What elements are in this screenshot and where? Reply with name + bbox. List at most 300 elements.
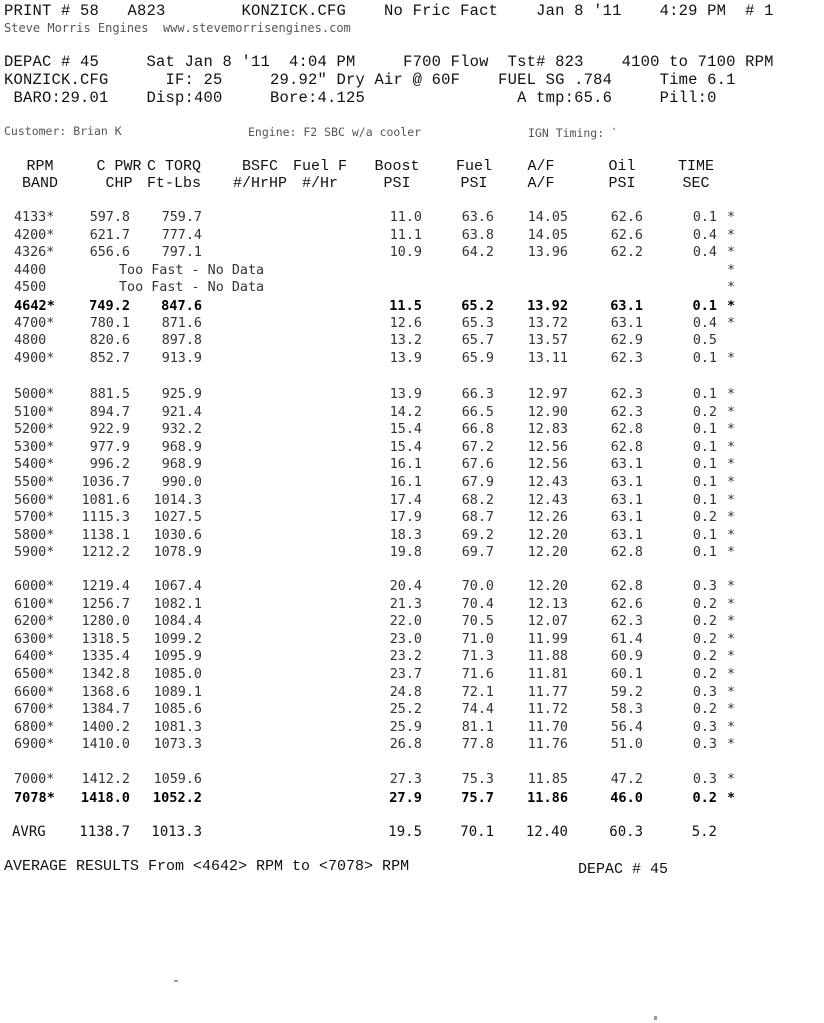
column-header-bsfc: BSFC	[241, 158, 279, 175]
rpm-cell: 4700*	[14, 315, 55, 331]
boost-cell: 27.3	[389, 772, 422, 787]
star-mark: *	[727, 227, 736, 243]
fuel-psi-cell: 64.2	[461, 245, 494, 261]
column-header-oil: Oil	[608, 158, 636, 175]
table-row	[0, 210, 824, 228]
torque-cell: 925.9	[161, 387, 202, 402]
oil-psi-cell: 63.1	[610, 527, 643, 543]
power-cell: 749.2	[89, 298, 130, 314]
rpm-cell: 5200*	[14, 422, 55, 438]
table-row	[0, 422, 824, 440]
table-row	[0, 405, 824, 423]
rpm-cell: 6800*	[14, 719, 55, 735]
time-cell: 0.1	[692, 387, 717, 402]
torque-cell: 968.9	[161, 457, 202, 473]
boost-cell: 19.8	[389, 545, 422, 561]
rpm-cell: 5000*	[14, 387, 55, 402]
depac-line: DEPAC # 45 Sat Jan 8 '11 4:04 PM F700 Flow Tst# 823 4100 to 7100 RPM	[4, 53, 774, 71]
time-cell: 0.3	[692, 719, 717, 735]
rpm-cell: 6700*	[14, 702, 55, 718]
boost-cell: 11.0	[389, 210, 422, 225]
oil-psi-cell: 46.0	[610, 789, 643, 806]
column-header-af: A/F	[527, 175, 555, 192]
time-cell: 0.5	[692, 333, 717, 349]
fuel-psi-cell: 69.7	[461, 545, 494, 561]
power-cell: 1400.2	[81, 719, 130, 735]
boost-cell: 27.9	[389, 789, 422, 806]
af-cell: 14.05	[527, 227, 568, 243]
torque-cell: 797.1	[161, 245, 202, 261]
star-mark: *	[727, 439, 736, 455]
time-cell: 0.1	[692, 527, 717, 543]
fuel-psi-cell: 75.3	[461, 772, 494, 787]
power-cell: 597.8	[89, 210, 130, 225]
no-data-cell: Too Fast - No Data	[119, 280, 265, 296]
column-header-boost: Boost	[374, 158, 420, 175]
table-row	[0, 493, 824, 511]
torque-cell: 1095.9	[153, 649, 202, 665]
power-cell: 977.9	[89, 439, 130, 455]
power-cell: 1219.4	[81, 579, 130, 594]
af-cell: 12.83	[527, 422, 568, 438]
boost-cell: 20.4	[389, 579, 422, 594]
boost-cell: 15.4	[389, 439, 422, 455]
af-cell: 12.56	[527, 439, 568, 455]
af-cell: 12.20	[527, 545, 568, 561]
column-header-cpwr: C PWR	[96, 158, 142, 175]
oil-psi-cell: 58.3	[610, 702, 643, 718]
af-cell: 11.86	[527, 789, 568, 806]
fuel-psi-cell: 68.2	[461, 492, 494, 508]
engine-label: Engine: F2 SBC w/a cooler	[248, 125, 422, 139]
depac-footer: DEPAC # 45	[578, 861, 669, 878]
boost-cell: 23.0	[389, 631, 422, 647]
oil-psi-cell: 62.6	[610, 210, 643, 225]
af-cell: 11.72	[527, 702, 568, 718]
time-cell: 0.1	[692, 298, 717, 314]
boost-cell: 10.9	[389, 245, 422, 261]
boost-cell: 15.4	[389, 422, 422, 438]
boost-cell: 13.9	[389, 387, 422, 402]
star-mark: *	[727, 579, 736, 594]
power-cell: 1318.5	[81, 631, 130, 647]
boost-cell: 18.3	[389, 527, 422, 543]
average-boost: 19.5	[388, 824, 422, 840]
af-cell: 13.96	[527, 245, 568, 261]
boost-cell: 24.8	[389, 684, 422, 700]
time-cell: 0.1	[692, 422, 717, 438]
torque-cell: 1073.3	[153, 737, 202, 753]
table-row	[0, 440, 824, 458]
torque-cell: 1099.2	[153, 631, 202, 647]
oil-psi-cell: 63.1	[610, 510, 643, 526]
fuel-psi-cell: 66.5	[461, 404, 494, 420]
star-mark: *	[727, 789, 736, 806]
scan-speck	[654, 1016, 657, 1020]
star-mark: *	[727, 737, 736, 753]
af-cell: 12.56	[527, 457, 568, 473]
fuel-psi-cell: 65.3	[461, 315, 494, 331]
time-cell: 0.4	[692, 315, 717, 331]
column-header-fuelf: #/Hr	[301, 175, 339, 192]
boost-cell: 25.9	[389, 719, 422, 735]
column-header-af: A/F	[527, 158, 555, 175]
oil-psi-cell: 62.3	[610, 404, 643, 420]
table-row	[0, 685, 824, 703]
boost-cell: 16.1	[389, 475, 422, 490]
rpm-cell: 5900*	[14, 545, 55, 561]
average-af: 12.40	[525, 824, 568, 840]
oil-psi-cell: 62.8	[610, 545, 643, 561]
boost-cell: 25.2	[389, 702, 422, 718]
oil-psi-cell: 62.3	[610, 614, 643, 630]
fuel-psi-cell: 68.7	[461, 510, 494, 526]
rpm-cell: 5800*	[14, 527, 55, 543]
table-row	[0, 790, 824, 808]
time-cell: 0.2	[692, 631, 717, 647]
power-cell: 881.5	[89, 387, 130, 402]
column-header-fuel: Fuel	[455, 158, 493, 175]
time-cell: 0.3	[692, 772, 717, 787]
table-row	[0, 579, 824, 597]
torque-cell: 1082.1	[153, 596, 202, 612]
time-cell: 0.2	[692, 702, 717, 718]
rpm-cell: 7078*	[14, 789, 55, 806]
af-cell: 11.77	[527, 684, 568, 700]
time-cell: 0.3	[692, 684, 717, 700]
af-cell: 12.20	[527, 527, 568, 543]
torque-cell: 759.7	[161, 210, 202, 225]
column-header-fuel: PSI	[460, 175, 488, 192]
boost-cell: 16.1	[389, 457, 422, 473]
boost-cell: 22.0	[389, 614, 422, 630]
af-cell: 12.43	[527, 475, 568, 490]
ign-timing-label: IGN Timing: `	[528, 126, 619, 140]
star-mark: *	[727, 404, 736, 420]
star-mark: *	[727, 280, 736, 296]
power-cell: 1280.0	[81, 614, 130, 630]
star-mark: *	[727, 667, 736, 682]
table-row	[0, 545, 824, 563]
rpm-cell: 5500*	[14, 475, 55, 490]
torque-cell: 1027.5	[153, 510, 202, 526]
oil-psi-cell: 62.2	[610, 245, 643, 261]
star-mark: *	[727, 614, 736, 630]
rpm-cell: 5400*	[14, 457, 55, 473]
fuel-psi-cell: 71.0	[461, 631, 494, 647]
boost-cell: 11.1	[389, 227, 422, 243]
star-mark: *	[727, 545, 736, 561]
fuel-psi-cell: 71.3	[461, 649, 494, 665]
power-cell: 894.7	[89, 404, 130, 420]
torque-cell: 913.9	[161, 350, 202, 366]
average-values	[0, 824, 824, 842]
boost-cell: 12.6	[389, 315, 422, 331]
power-cell: 1410.0	[81, 737, 130, 753]
rpm-cell: 6900*	[14, 737, 55, 753]
table-row	[0, 667, 824, 685]
star-mark: *	[727, 492, 736, 508]
fuel-psi-cell: 75.7	[461, 789, 494, 806]
af-cell: 12.97	[527, 387, 568, 402]
time-cell: 0.1	[692, 350, 717, 366]
time-cell: 0.1	[692, 492, 717, 508]
rpm-cell: 4326*	[14, 245, 55, 261]
table-row	[0, 772, 824, 790]
af-cell: 13.72	[527, 315, 568, 331]
power-cell: 1138.1	[81, 527, 130, 543]
star-mark: *	[727, 702, 736, 718]
time-cell: 0.2	[692, 510, 717, 526]
star-mark: *	[727, 475, 736, 490]
rpm-cell: 4642*	[14, 298, 55, 314]
oil-psi-cell: 63.1	[610, 315, 643, 331]
table-row	[0, 720, 824, 738]
power-cell: 1036.7	[81, 475, 130, 490]
torque-cell: 968.9	[161, 439, 202, 455]
star-mark: *	[727, 245, 736, 261]
torque-cell: 1085.6	[153, 702, 202, 718]
time-cell: 0.2	[692, 614, 717, 630]
fuel-psi-cell: 65.2	[461, 298, 494, 314]
rpm-cell: 7000*	[14, 772, 55, 787]
column-header-ctorq: Ft-Lbs	[146, 175, 202, 192]
boost-cell: 21.3	[389, 596, 422, 612]
af-cell: 11.88	[527, 649, 568, 665]
power-cell: 1115.3	[81, 510, 130, 526]
rpm-cell: 4500	[14, 280, 47, 296]
fuel-psi-cell: 67.2	[461, 439, 494, 455]
fuel-psi-cell: 66.3	[461, 387, 494, 402]
boost-cell: 17.4	[389, 492, 422, 508]
time-cell: 0.1	[692, 457, 717, 473]
oil-psi-cell: 62.8	[610, 579, 643, 594]
table-row	[0, 351, 824, 369]
oil-psi-cell: 62.8	[610, 439, 643, 455]
star-mark: *	[727, 350, 736, 366]
oil-psi-cell: 51.0	[610, 737, 643, 753]
rpm-cell: 4133*	[14, 210, 55, 225]
af-cell: 12.26	[527, 510, 568, 526]
fuel-psi-cell: 65.7	[461, 333, 494, 349]
column-header-bsfc: #/HrHP	[232, 175, 288, 192]
power-cell: 1212.2	[81, 545, 130, 561]
oil-psi-cell: 60.9	[610, 649, 643, 665]
power-cell: 1412.2	[81, 772, 130, 787]
rpm-cell: 5700*	[14, 510, 55, 526]
power-cell: 852.7	[89, 350, 130, 366]
af-cell: 11.99	[527, 631, 568, 647]
customer-label: Customer: Brian K	[4, 124, 122, 138]
power-cell: 780.1	[89, 315, 130, 331]
column-header-rpm: BAND	[21, 175, 59, 192]
average-time: 5.2	[691, 824, 717, 840]
rpm-cell: 4400	[14, 262, 47, 278]
table-row	[0, 597, 824, 615]
rpm-cell: 4800	[14, 333, 47, 349]
table-row	[0, 510, 824, 528]
table-row	[0, 632, 824, 650]
star-mark: *	[727, 510, 736, 526]
rpm-cell: 6200*	[14, 614, 55, 630]
star-mark: *	[727, 631, 736, 647]
time-cell: 0.1	[692, 210, 717, 225]
time-cell: 0.1	[692, 439, 717, 455]
rpm-cell: 5600*	[14, 492, 55, 508]
power-cell: 996.2	[89, 457, 130, 473]
star-mark: *	[727, 649, 736, 665]
time-cell: 0.2	[692, 596, 717, 612]
column-header-time: TIME	[677, 158, 715, 175]
boost-cell: 14.2	[389, 404, 422, 420]
star-mark: *	[727, 457, 736, 473]
torque-cell: 777.4	[161, 227, 202, 243]
rpm-cell: 6300*	[14, 631, 55, 647]
table-row	[0, 387, 824, 405]
oil-psi-cell: 63.1	[610, 298, 643, 314]
star-mark: *	[727, 527, 736, 543]
table-row	[0, 702, 824, 720]
power-cell: 656.6	[89, 245, 130, 261]
af-cell: 12.90	[527, 404, 568, 420]
column-header-cpwr: CHP	[105, 175, 133, 192]
table-row	[0, 457, 824, 475]
rpm-cell: 6100*	[14, 596, 55, 612]
fuel-psi-cell: 70.4	[461, 596, 494, 612]
star-mark: *	[727, 298, 736, 314]
oil-psi-cell: 62.6	[610, 596, 643, 612]
af-cell: 14.05	[527, 210, 568, 225]
time-cell: 0.2	[692, 667, 717, 682]
average-torque: 1013.3	[151, 824, 202, 840]
oil-psi-cell: 62.9	[610, 333, 643, 349]
table-row	[0, 263, 824, 281]
column-header-fuelf: Fuel F	[292, 158, 348, 175]
average-label: AVRG	[12, 824, 46, 840]
fuel-psi-cell: 70.5	[461, 614, 494, 630]
oil-psi-cell: 62.3	[610, 387, 643, 402]
table-row	[0, 649, 824, 667]
power-cell: 621.7	[89, 227, 130, 243]
oil-psi-cell: 47.2	[610, 772, 643, 787]
torque-cell: 932.2	[161, 422, 202, 438]
fuel-psi-cell: 63.6	[461, 210, 494, 225]
power-cell: 1384.7	[81, 702, 130, 718]
boost-cell: 23.2	[389, 649, 422, 665]
boost-cell: 17.9	[389, 510, 422, 526]
table-row	[0, 614, 824, 632]
torque-cell: 871.6	[161, 315, 202, 331]
torque-cell: 1030.6	[153, 527, 202, 543]
af-cell: 12.13	[527, 596, 568, 612]
oil-psi-cell: 63.1	[610, 492, 643, 508]
scan-speck	[174, 980, 178, 982]
table-row	[0, 475, 824, 493]
boost-cell: 23.7	[389, 667, 422, 682]
af-cell: 11.76	[527, 737, 568, 753]
af-cell: 11.85	[527, 772, 568, 787]
fuel-psi-cell: 77.8	[461, 737, 494, 753]
torque-cell: 1081.3	[153, 719, 202, 735]
rpm-cell: 6000*	[14, 579, 55, 594]
column-header-time: SEC	[682, 175, 710, 192]
time-cell: 0.2	[692, 649, 717, 665]
config-line: KONZICK.CFG IF: 25 29.92" Dry Air @ 60F FUEL SG .784 Time 6.1	[4, 71, 736, 89]
boost-cell: 11.5	[389, 298, 422, 314]
af-cell: 12.20	[527, 579, 568, 594]
rpm-cell: 5300*	[14, 439, 55, 455]
torque-cell: 1085.0	[153, 667, 202, 682]
average-fuel: 70.1	[460, 824, 494, 840]
company-line: Steve Morris Engines www.stevemorrisengines.com	[4, 21, 351, 35]
rpm-cell: 4200*	[14, 227, 55, 243]
fuel-psi-cell: 67.6	[461, 457, 494, 473]
time-cell: 0.2	[692, 404, 717, 420]
torque-cell: 1067.4	[153, 579, 202, 594]
oil-psi-cell: 62.8	[610, 422, 643, 438]
star-mark: *	[727, 719, 736, 735]
torque-cell: 1059.6	[153, 772, 202, 787]
power-cell: 1256.7	[81, 596, 130, 612]
power-cell: 1368.6	[81, 684, 130, 700]
torque-cell: 1052.2	[152, 789, 202, 806]
time-cell: 0.3	[692, 737, 717, 753]
torque-cell: 897.8	[161, 333, 202, 349]
fuel-psi-cell: 67.9	[461, 475, 494, 490]
boost-cell: 13.2	[389, 333, 422, 349]
fuel-psi-cell: 69.2	[461, 527, 494, 543]
boost-cell: 26.8	[389, 737, 422, 753]
oil-psi-cell: 63.1	[610, 457, 643, 473]
rpm-cell: 5100*	[14, 404, 55, 420]
table-row	[0, 298, 824, 316]
average-power: 1138.7	[79, 824, 130, 840]
oil-psi-cell: 56.4	[610, 719, 643, 735]
time-cell: 0.2	[692, 789, 717, 806]
column-header-oil: PSI	[608, 175, 636, 192]
column-header-rpm: RPM	[26, 158, 54, 175]
star-mark: *	[727, 210, 736, 225]
af-cell: 12.07	[527, 614, 568, 630]
star-mark: *	[727, 422, 736, 438]
table-row	[0, 316, 824, 334]
fuel-psi-cell: 70.0	[461, 579, 494, 594]
fuel-psi-cell: 65.9	[461, 350, 494, 366]
star-mark: *	[727, 262, 736, 278]
af-cell: 11.81	[527, 667, 568, 682]
power-cell: 1418.0	[80, 789, 130, 806]
table-row	[0, 245, 824, 263]
star-mark: *	[727, 315, 736, 331]
power-cell: 1342.8	[81, 667, 130, 682]
oil-psi-cell: 63.1	[610, 475, 643, 490]
time-cell: 0.1	[692, 475, 717, 490]
power-cell: 1081.6	[81, 492, 130, 508]
rpm-cell: 4900*	[14, 350, 55, 366]
rpm-cell: 6500*	[14, 667, 55, 682]
print-header-line: PRINT # 58 A823 KONZICK.CFG No Fric Fact Jan 8 '11 4:29 PM # 1	[4, 2, 774, 20]
torque-cell: 847.6	[161, 298, 202, 314]
oil-psi-cell: 62.6	[610, 227, 643, 243]
rpm-cell: 6600*	[14, 684, 55, 700]
torque-cell: 990.0	[161, 475, 202, 490]
fuel-psi-cell: 66.8	[461, 422, 494, 438]
no-data-cell: Too Fast - No Data	[119, 262, 265, 278]
fuel-psi-cell: 74.4	[461, 702, 494, 718]
boost-cell: 13.9	[389, 350, 422, 366]
oil-psi-cell: 59.2	[610, 684, 643, 700]
table-row	[0, 528, 824, 546]
